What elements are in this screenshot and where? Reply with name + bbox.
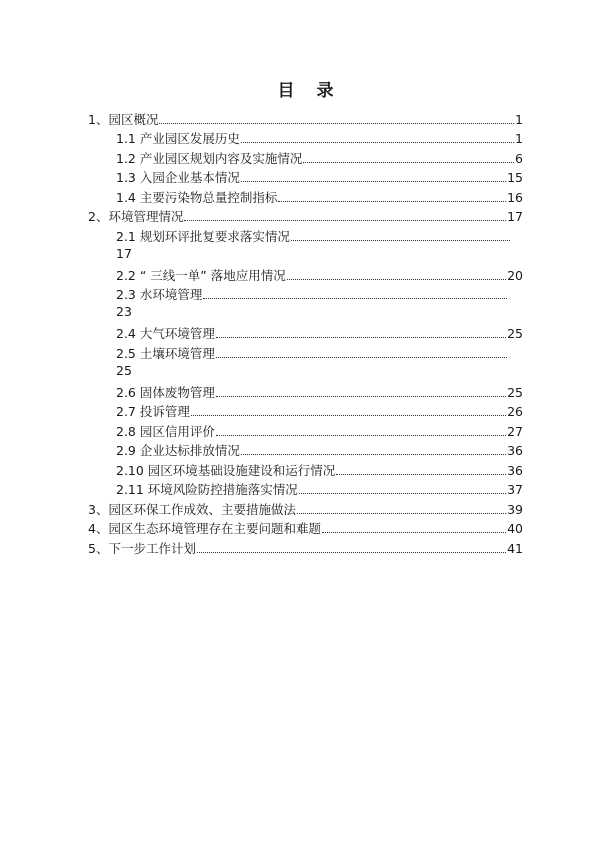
toc-entry-label: 1.1 产业园区发展历史 (116, 131, 240, 146)
toc-entry-page: 16 (507, 190, 523, 205)
toc-entry-page: 26 (507, 404, 523, 419)
toc-entry-page: 25 (116, 363, 132, 378)
toc-entry[interactable] (116, 441, 523, 459)
toc-entry[interactable] (116, 344, 508, 362)
toc-leader-dots (216, 357, 507, 358)
toc-entry-page: 20 (507, 268, 523, 283)
toc-entry-page: 6 (515, 151, 523, 166)
toc-entry-page: 39 (507, 502, 523, 517)
toc-entry[interactable] (116, 266, 523, 284)
toc-entry[interactable] (116, 227, 511, 245)
toc-entry-label: 3、园区环保工作成效、主要措施做法 (88, 502, 296, 517)
toc-entry-page: 17 (116, 246, 132, 261)
toc-entry-label: 1.3 入园企业基本情况 (116, 170, 240, 185)
toc-leader-dots (299, 493, 506, 494)
toc-leader-dots (241, 142, 514, 143)
toc-leader-dots (297, 513, 506, 514)
toc-entry-label: 2、环境管理情况 (88, 209, 184, 224)
toc-entry-label: 2.10 园区环境基础设施建设和运行情况 (116, 463, 336, 478)
toc-title-char-2: 录 (316, 81, 334, 101)
toc-entry-page: 25 (507, 385, 523, 400)
toc-leader-dots (216, 337, 506, 338)
toc-entry[interactable] (116, 383, 523, 401)
toc-title (0, 76, 611, 101)
toc-entry-page: 41 (507, 541, 523, 556)
toc-leader-dots (191, 415, 506, 416)
toc-leader-dots (278, 201, 506, 202)
toc-entry-page: 23 (116, 304, 132, 319)
toc-leader-dots (159, 123, 514, 124)
toc-entry-label: 2.1 规划环评批复要求落实情况 (116, 229, 290, 244)
toc-entry[interactable] (116, 285, 508, 303)
toc-entry-page: 25 (507, 326, 523, 341)
toc-leader-dots (216, 435, 506, 436)
toc-leader-dots (241, 454, 506, 455)
toc-entry-label: 2.9 企业达标排放情况 (116, 443, 240, 458)
toc-leader-dots (322, 532, 506, 533)
toc-entry-page: 1 (515, 112, 523, 127)
toc-entry-label: 1.4 主要污染物总量控制指标 (116, 190, 278, 205)
toc-entry-page: 36 (507, 443, 523, 458)
toc-entry-label: 2.6 固体废物管理 (116, 385, 215, 400)
toc-entry[interactable] (116, 480, 523, 498)
toc-entry-label: 1.2 产业园区规划内容及实施情况 (116, 151, 303, 166)
toc-entry-label: 2.11 环境风险防控措施落实情况 (116, 482, 298, 497)
toc-entry[interactable] (116, 461, 523, 479)
toc-leader-dots (184, 220, 506, 221)
toc-entry-page: 40 (507, 521, 523, 536)
toc-entry[interactable] (88, 539, 523, 557)
toc-leader-dots (203, 298, 507, 299)
toc-leader-dots (287, 279, 506, 280)
toc-title-char-1: 目 (277, 81, 295, 101)
toc-entry-page: 17 (507, 209, 523, 224)
toc-entry[interactable] (116, 149, 523, 167)
toc-leader-dots (241, 181, 506, 182)
toc-entry[interactable] (116, 324, 523, 342)
toc-entry[interactable] (116, 188, 523, 206)
toc-entry[interactable] (116, 168, 523, 186)
toc-entry-label: 2.7 投诉管理 (116, 404, 190, 419)
toc-entry-label: 2.3 水环境管理 (116, 287, 203, 302)
toc-entry-page: 27 (507, 424, 523, 439)
toc-entry[interactable] (116, 129, 523, 147)
toc-entry-label: 4、园区生态环境管理存在主要问题和难题 (88, 521, 321, 536)
toc-leader-dots (197, 552, 506, 553)
toc-entry[interactable] (116, 402, 523, 420)
toc-entry-page: 15 (507, 170, 523, 185)
toc-leader-dots (336, 474, 506, 475)
toc-entry-label: 2.8 园区信用评价 (116, 424, 215, 439)
toc-leader-dots (216, 396, 506, 397)
toc-entry[interactable] (88, 500, 523, 518)
toc-entry-label: 2.5 土壤环境管理 (116, 346, 215, 361)
toc-entry-label: 2.2 “ 三线一单” 落地应用情况 (116, 268, 286, 283)
toc-entry-page: 1 (515, 131, 523, 146)
toc-entry-label: 2.4 大气环境管理 (116, 326, 215, 341)
toc-entry[interactable] (88, 110, 523, 128)
toc-entry-label: 5、下一步工作计划 (88, 541, 196, 556)
toc-entry[interactable] (88, 519, 523, 537)
toc-entry-page: 36 (507, 463, 523, 478)
toc-entry[interactable] (116, 422, 523, 440)
toc-entry-label: 1、园区概况 (88, 112, 159, 127)
toc-leader-dots (291, 240, 510, 241)
toc-entry-page: 37 (507, 482, 523, 497)
toc-entry[interactable] (88, 207, 523, 225)
toc-leader-dots (303, 162, 514, 163)
